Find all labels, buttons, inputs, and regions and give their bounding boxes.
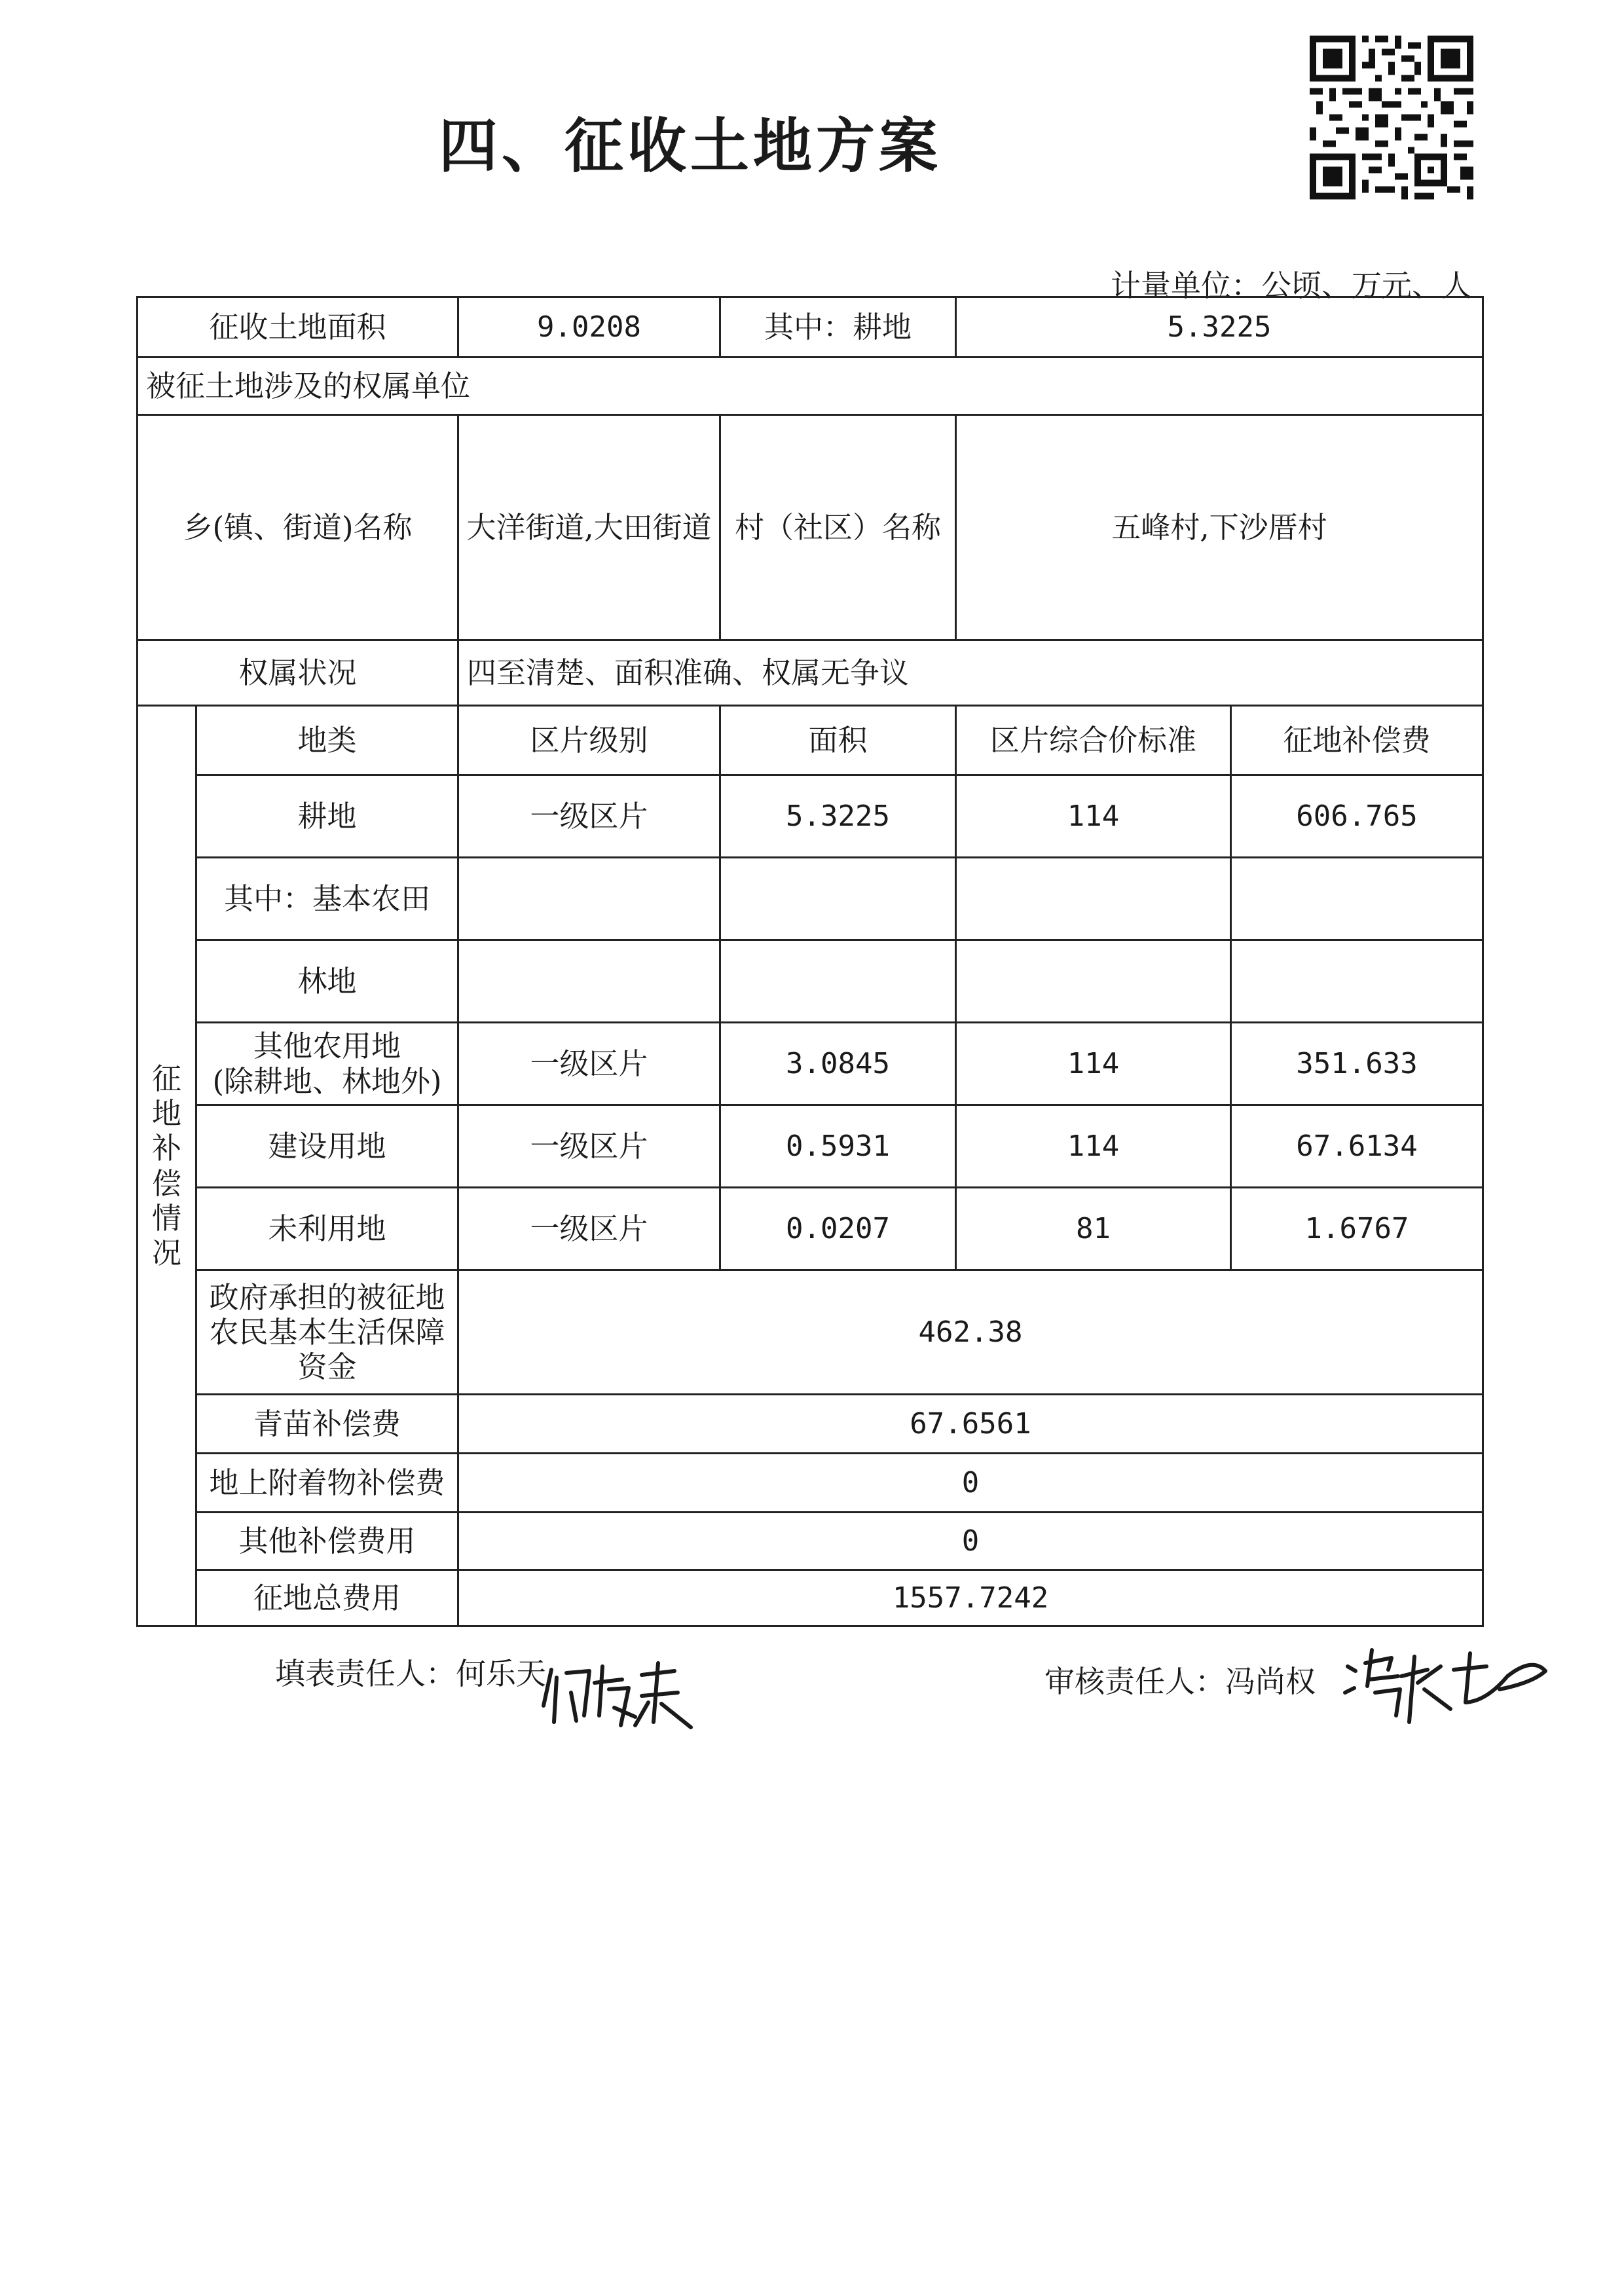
area-value: 9.0208 (458, 297, 720, 358)
land-type: 未利用地 (196, 1188, 458, 1270)
attachments-value: 0 (458, 1454, 1483, 1513)
grade (458, 858, 720, 940)
area: 5.3225 (720, 775, 956, 858)
filler-responsible: 填表责任人：何乐天 (275, 1656, 546, 1691)
side-char: 况 (151, 1235, 181, 1270)
side-char: 补 (151, 1131, 181, 1166)
crops-row (138, 1395, 1483, 1454)
land-type: 其中：基本农田 (196, 858, 458, 940)
land-type: 耕地 (196, 775, 458, 858)
header-fee: 征地补偿费 (1231, 706, 1483, 775)
unit-note: 计量单位：公顷、万元、人 (1111, 268, 1472, 303)
land-type: 建设用地 (196, 1105, 458, 1188)
township-value: 大洋街道,大田街道 (458, 415, 720, 640)
status-row (138, 640, 1483, 706)
land-type (196, 1023, 458, 1105)
table-row (138, 858, 1483, 940)
qr-code (1310, 34, 1473, 201)
other-row (138, 1513, 1483, 1570)
total-value: 1557.7242 (458, 1570, 1483, 1626)
location-row (138, 415, 1483, 640)
total-row (138, 1570, 1483, 1626)
village-value: 五峰村,下沙厝村 (956, 415, 1483, 640)
arable-value: 5.3225 (956, 297, 1483, 358)
header-row (138, 706, 1483, 775)
social-security-value: 462.38 (458, 1270, 1483, 1395)
reviewer-signature (1336, 1630, 1552, 1729)
label-line: 政府承担的被征地 (209, 1279, 445, 1315)
side-char: 地 (151, 1096, 181, 1131)
fee: 1.6767 (1231, 1188, 1483, 1270)
land-acquisition-table (136, 296, 1484, 1627)
table-row (138, 940, 1483, 1023)
header-grade: 区片级别 (458, 706, 720, 775)
price (956, 858, 1231, 940)
header-price: 区片综合价标准 (956, 706, 1231, 775)
area (720, 940, 956, 1023)
grade: 一级区片 (458, 1188, 720, 1270)
area: 3.0845 (720, 1023, 956, 1105)
table-row (138, 1105, 1483, 1188)
page-title: 四、征收土地方案 (439, 111, 942, 181)
table-row (138, 1188, 1483, 1270)
attachments-label: 地上附着物补偿费 (196, 1454, 458, 1513)
grade: 一级区片 (458, 775, 720, 858)
status-label: 权属状况 (138, 640, 458, 706)
land-type: 林地 (196, 940, 458, 1023)
grade: 一级区片 (458, 1023, 720, 1105)
other-label: 其他补偿费用 (196, 1513, 458, 1570)
ownership-section-row (138, 358, 1483, 415)
table-row (138, 775, 1483, 858)
area: 0.5931 (720, 1105, 956, 1188)
price: 114 (956, 775, 1231, 858)
reviewer-responsible: 审核责任人：冯尚权 (1044, 1664, 1316, 1699)
price (956, 940, 1231, 1023)
filler-signature (537, 1643, 707, 1735)
header-area: 面积 (720, 706, 956, 775)
side-char: 征 (151, 1061, 181, 1097)
other-value: 0 (458, 1513, 1483, 1570)
attachments-row (138, 1454, 1483, 1513)
social-security-label (196, 1270, 458, 1395)
compensation-side-label (138, 706, 196, 1626)
side-char: 情 (151, 1200, 181, 1236)
total-label: 征地总费用 (196, 1570, 458, 1626)
status-value: 四至清楚、面积准确、权属无争议 (458, 640, 1483, 706)
fee: 606.765 (1231, 775, 1483, 858)
land-type-line: 其他农用地 (253, 1029, 401, 1064)
township-label: 乡(镇、街道)名称 (138, 415, 458, 640)
label-line: 资金 (297, 1349, 357, 1385)
side-char: 偿 (151, 1166, 181, 1201)
grade (458, 940, 720, 1023)
table-row (138, 1023, 1483, 1105)
header-land-type: 地类 (196, 706, 458, 775)
price: 114 (956, 1023, 1231, 1105)
price: 114 (956, 1105, 1231, 1188)
area: 0.0207 (720, 1188, 956, 1270)
area (720, 858, 956, 940)
price: 81 (956, 1188, 1231, 1270)
land-type-line: (除耕地、林地外) (212, 1063, 442, 1099)
grade: 一级区片 (458, 1105, 720, 1188)
fee (1231, 858, 1483, 940)
arable-label: 其中：耕地 (720, 297, 956, 358)
area-label: 征收土地面积 (138, 297, 458, 358)
ownership-section-label: 被征土地涉及的权属单位 (138, 358, 1483, 415)
crops-value: 67.6561 (458, 1395, 1483, 1454)
fee: 67.6134 (1231, 1105, 1483, 1188)
village-label: 村（社区）名称 (720, 415, 956, 640)
social-security-row (138, 1270, 1483, 1395)
fee: 351.633 (1231, 1023, 1483, 1105)
fee (1231, 940, 1483, 1023)
label-line: 农民基本生活保障 (209, 1314, 445, 1349)
summary-row (138, 297, 1483, 358)
crops-label: 青苗补偿费 (196, 1395, 458, 1454)
